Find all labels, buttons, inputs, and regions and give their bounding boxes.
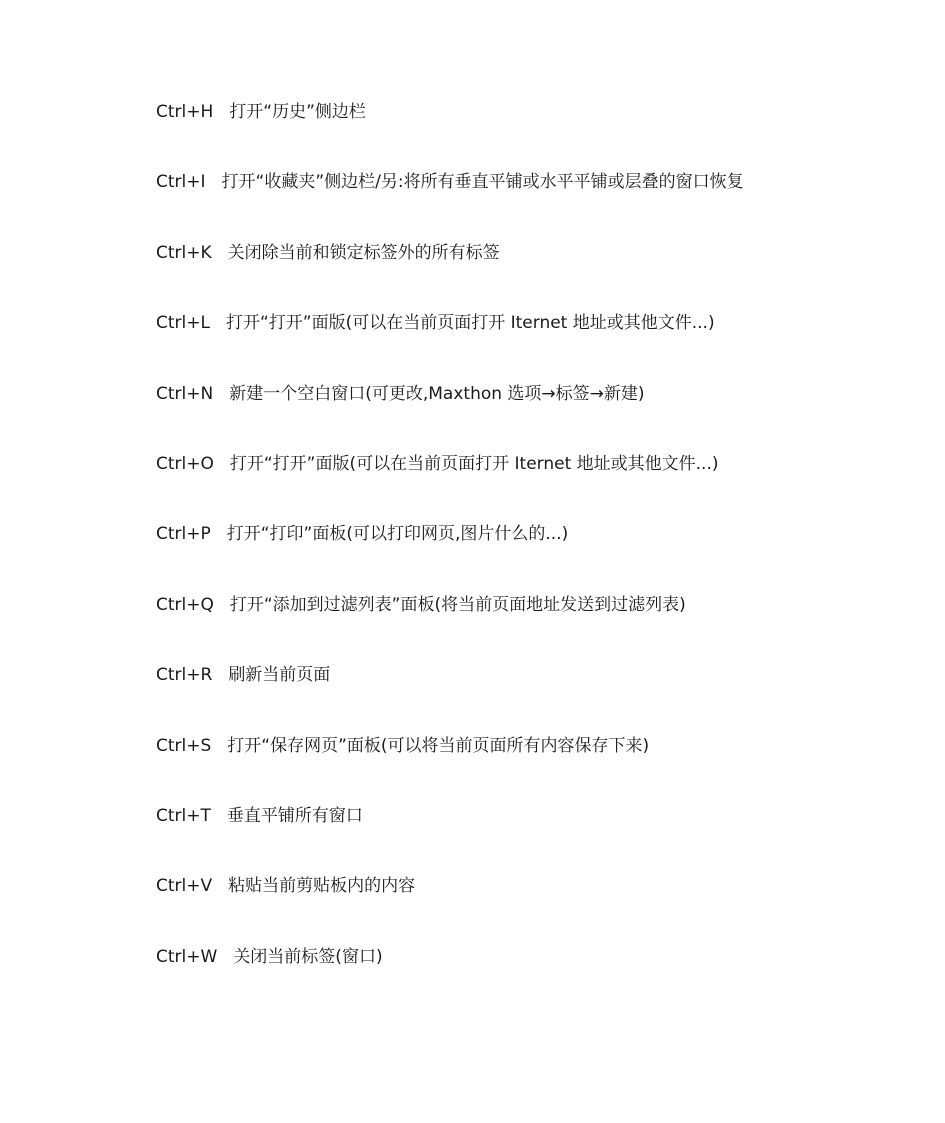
shortcut-line (156, 804, 744, 874)
shortcut-line (156, 734, 744, 804)
shortcut-line (156, 593, 744, 663)
shortcut-line (156, 874, 744, 944)
shortcut-description: 刷新当前页面 (228, 665, 331, 686)
shortcut-description: 关闭当前标签(窗口) (233, 946, 383, 967)
shortcut-key: Ctrl+R (156, 665, 213, 686)
shortcut-description: 打开“保存网页”面板(可以将当前页面所有内容保存下来) (227, 735, 650, 756)
shortcut-key: Ctrl+S (156, 735, 212, 756)
shortcut-list (156, 100, 744, 1015)
shortcut-line (156, 311, 744, 381)
shortcut-line (156, 241, 744, 311)
shortcut-description: 打开“打开”面版(可以在当前页面打开 Iternet 地址或其他文件...) (229, 453, 719, 474)
shortcut-line (156, 170, 744, 240)
shortcut-description: 打开“打开”面版(可以在当前页面打开 Iternet 地址或其他文件...) (225, 313, 715, 334)
shortcut-key: Ctrl+H (156, 102, 214, 122)
shortcut-line (156, 945, 744, 1015)
shortcut-key: Ctrl+K (156, 242, 212, 263)
shortcut-description: 粘贴当前剪贴板内的内容 (228, 876, 416, 897)
shortcut-key: Ctrl+T (156, 805, 211, 826)
shortcut-key: Ctrl+P (156, 524, 211, 545)
shortcut-description: 打开“收藏夹”侧边栏/另:将所有垂直平铺或水平平铺或层叠的窗口恢复 (221, 172, 744, 193)
shortcut-description: 打开“打印”面板(可以打印网页,图片什么的...) (226, 524, 569, 545)
shortcut-key: Ctrl+I (156, 172, 206, 193)
shortcut-key: Ctrl+L (156, 313, 210, 334)
shortcut-key: Ctrl+O (156, 453, 214, 474)
shortcut-description: 打开“添加到过滤列表”面板(将当前页面地址发送到过滤列表) (229, 594, 686, 615)
shortcut-line (156, 382, 744, 452)
shortcut-key: Ctrl+N (156, 383, 214, 404)
shortcut-line (156, 452, 744, 522)
shortcut-key: Ctrl+V (156, 876, 213, 897)
shortcut-line (156, 100, 744, 170)
shortcut-key: Ctrl+Q (156, 594, 214, 615)
shortcut-description: 打开“历史”侧边栏 (229, 102, 366, 122)
shortcut-description: 垂直平铺所有窗口 (226, 805, 363, 826)
shortcut-key: Ctrl+W (156, 946, 218, 967)
shortcut-description: 关闭除当前和锁定标签外的所有标签 (227, 242, 500, 263)
shortcut-line (156, 522, 744, 592)
shortcut-description: 新建一个空白窗口(可更改,Maxthon 选项→标签→新建) (229, 383, 645, 404)
shortcut-line (156, 663, 744, 733)
